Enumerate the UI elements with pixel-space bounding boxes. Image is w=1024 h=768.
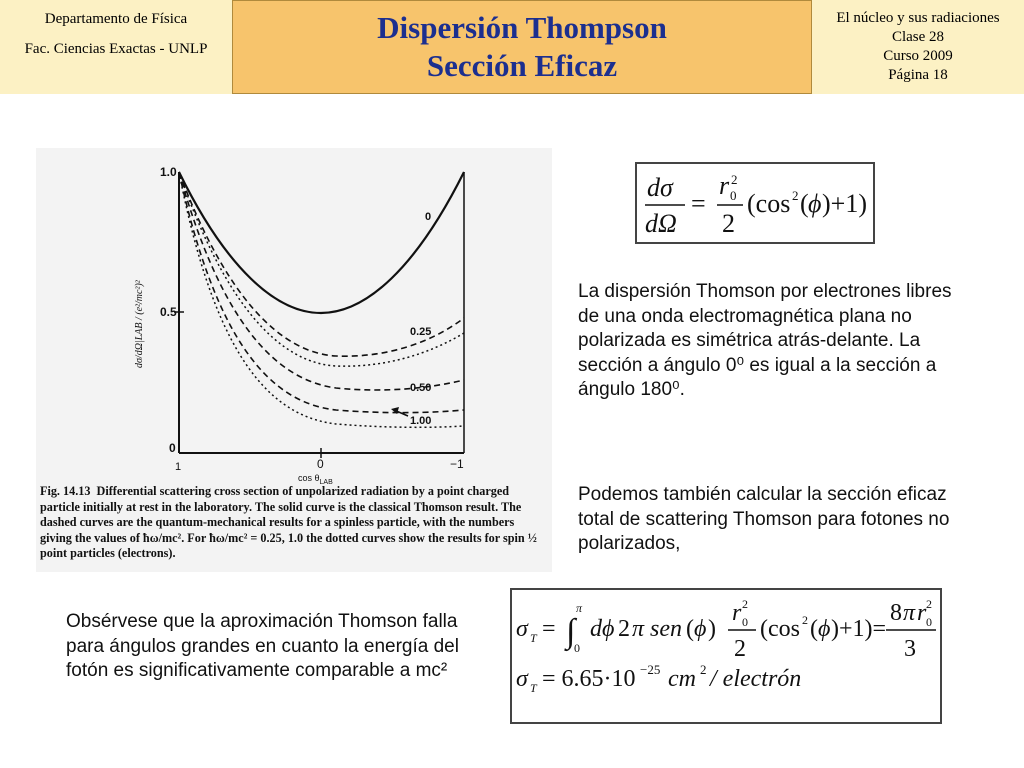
paragraph-total-cross-section: Podemos también calcular la sección eficaz total de scattering Thomson para fotones no polarizados, bbox=[578, 484, 950, 554]
svg-text:T: T bbox=[530, 681, 537, 695]
svg-text:dΩ: dΩ bbox=[645, 209, 677, 238]
svg-text:0: 0 bbox=[730, 188, 737, 203]
svg-text:ϕ: ϕ bbox=[694, 616, 707, 642]
svg-text:2: 2 bbox=[618, 616, 630, 642]
course-label: Curso 2009 bbox=[883, 48, 953, 64]
figure-caption bbox=[40, 484, 546, 562]
svg-text:0: 0 bbox=[742, 615, 748, 629]
svg-text:(: ( bbox=[810, 616, 818, 642]
x-tick-mid: 0 bbox=[317, 457, 324, 471]
svg-text:=: = bbox=[691, 189, 706, 218]
paragraph-approximation-note: Obsérvese que la aproximación Thomson falla para ángulos grandes en cuanto la energía del fotón es significativamente comparable a mc² bbox=[66, 611, 459, 681]
svg-text:(: ( bbox=[686, 616, 694, 642]
svg-text:π: π bbox=[576, 601, 583, 615]
cross-section-plot bbox=[36, 148, 552, 488]
svg-text:−25: −25 bbox=[640, 662, 661, 677]
svg-text:σ: σ bbox=[516, 616, 528, 642]
svg-text:2: 2 bbox=[700, 662, 707, 677]
slide-title bbox=[232, 0, 812, 94]
svg-text:(: ( bbox=[800, 189, 809, 218]
svg-text:/ electrón: / electrón bbox=[710, 666, 802, 692]
title-line-2: Sección Eficaz bbox=[426, 48, 618, 83]
svg-text:T: T bbox=[530, 631, 537, 645]
page-label: Página 18 bbox=[888, 67, 948, 83]
svg-text:2: 2 bbox=[792, 188, 799, 203]
scanned-figure bbox=[36, 148, 552, 572]
x-axis-label: $\cos \theta_{LAB}$ bbox=[298, 473, 333, 486]
svg-text:3: 3 bbox=[904, 636, 916, 662]
caption-text: Differential scattering cross section of unpolarized radiation by a point charged particle initially at rest in the laboratory. The solid curve is the classical Thomson result. The dashed curves are the quantum-mechanical results for a spinless particle, with the numbers giving the values of ħω/mc². For ħω/mc² = 0.25, 1.0 the dotted curves show the results for spin ½ point particles (electrons). bbox=[40, 484, 537, 560]
svg-text:cm: cm bbox=[668, 666, 696, 692]
x-tick-left: 1 bbox=[175, 461, 182, 473]
svg-text:(cos: (cos bbox=[747, 189, 791, 218]
faculty-label: Fac. Ciencias Exactas - UNLP bbox=[24, 41, 208, 57]
svg-text:r: r bbox=[719, 171, 730, 200]
department-label: Departamento de Física bbox=[44, 11, 188, 27]
svg-text:dσ: dσ bbox=[647, 173, 673, 202]
y-tick-mid: 0.5 bbox=[160, 305, 177, 319]
svg-text:2: 2 bbox=[802, 613, 808, 627]
svg-text:)+1)=: )+1)= bbox=[831, 616, 887, 642]
svg-text:0: 0 bbox=[574, 641, 580, 655]
svg-text:2: 2 bbox=[722, 209, 735, 238]
topic-label: El núcleo y sus radiaciones bbox=[836, 10, 1000, 26]
class-label: Clase 28 bbox=[891, 29, 945, 45]
svg-text:): ) bbox=[708, 616, 716, 642]
svg-text:π: π bbox=[632, 616, 645, 642]
svg-text:r: r bbox=[917, 600, 927, 626]
svg-text:0: 0 bbox=[926, 615, 932, 629]
y-axis-label: dσ/dΩ|LAB / (e²/mc²)² bbox=[134, 280, 145, 368]
paragraph-symmetry: La dispersión Thomson por electrones libres de una onda electromagnética plana no polarizada es simétrica atrás-delante. La sección a ángulo 0⁰ es igual a la sección a ángulo 180⁰. bbox=[578, 281, 952, 400]
svg-text:2: 2 bbox=[731, 172, 738, 187]
svg-text:ϕ: ϕ bbox=[808, 189, 822, 218]
title-line-1: Dispersión Thompson bbox=[377, 10, 667, 45]
y-tick-top: 1.0 bbox=[160, 165, 177, 179]
curve-100-dashed bbox=[179, 172, 464, 413]
equation-differential-cross-section bbox=[635, 162, 875, 244]
svg-text:(cos: (cos bbox=[760, 616, 800, 642]
y-tick-bottom: 0 bbox=[169, 441, 176, 455]
curve-label-100: 1.00 bbox=[410, 415, 432, 427]
curve-050-dashed bbox=[179, 172, 464, 390]
svg-text:∫: ∫ bbox=[566, 613, 576, 650]
svg-text:sen: sen bbox=[650, 616, 682, 642]
svg-text:dϕ: dϕ bbox=[590, 616, 615, 642]
x-tick-right: −1 bbox=[450, 457, 464, 471]
svg-text:π: π bbox=[903, 600, 916, 626]
header-course-info bbox=[0, 0, 232, 94]
svg-text:ϕ: ϕ bbox=[818, 616, 831, 642]
svg-text:= 6.65·10: = 6.65·10 bbox=[542, 666, 636, 692]
curve-label-0: 0 bbox=[425, 211, 432, 223]
curve-label-025: 0.25 bbox=[410, 326, 432, 338]
svg-text:σ: σ bbox=[516, 666, 528, 692]
curve-classical bbox=[179, 172, 464, 313]
header-class-info bbox=[812, 0, 1024, 94]
equation-total-cross-section bbox=[510, 588, 942, 724]
svg-text:2: 2 bbox=[926, 597, 932, 611]
svg-text:r: r bbox=[732, 600, 742, 626]
svg-text:2: 2 bbox=[734, 636, 746, 662]
svg-text:2: 2 bbox=[742, 597, 748, 611]
svg-text:=: = bbox=[542, 616, 556, 642]
svg-text:8: 8 bbox=[890, 600, 902, 626]
curve-label-050: 0.50 bbox=[410, 382, 432, 394]
caption-figure-number: Fig. 14.13 bbox=[40, 484, 91, 498]
svg-text:)+1): )+1) bbox=[822, 189, 867, 218]
